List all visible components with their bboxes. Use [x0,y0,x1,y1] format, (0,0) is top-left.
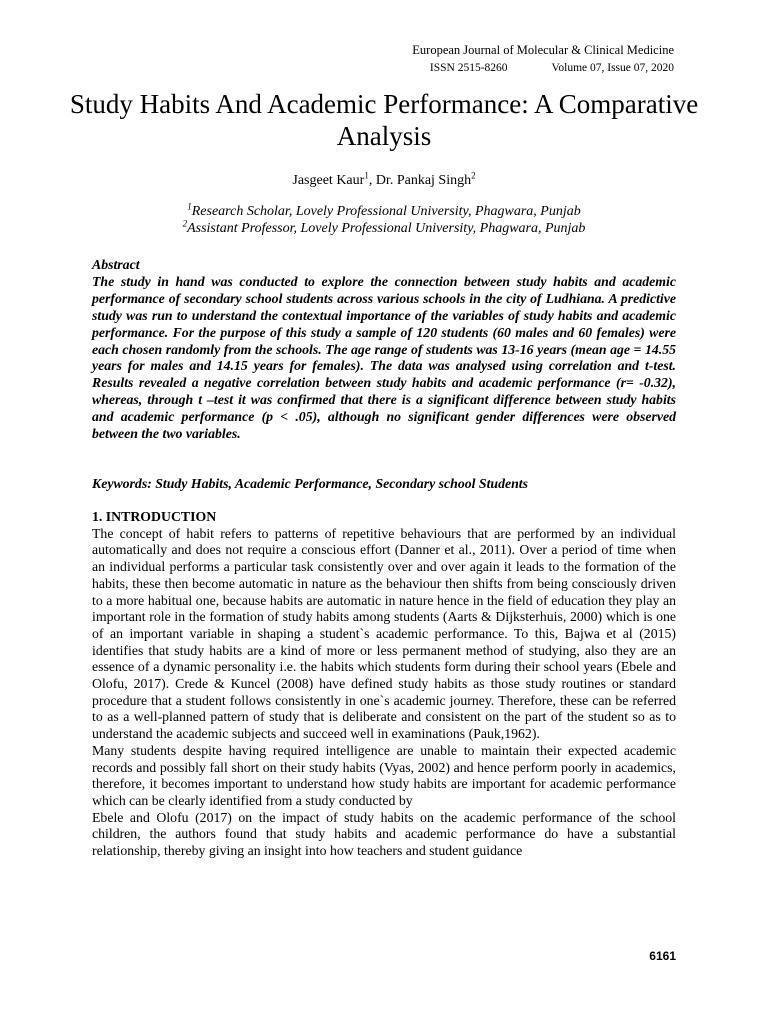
introduction-section [92,509,676,860]
abstract [92,257,676,443]
abstract-heading: Abstract [92,257,140,272]
affiliation-text: Assistant Professor, Lovely Professional University, Phagwara, Punjab [187,220,586,236]
keywords: Keywords: Study Habits, Academic Performance, Secondary school Students [92,476,529,491]
affiliation [0,201,768,221]
section-heading: 1. INTRODUCTION [92,509,217,524]
paper-title: Study Habits And Academic Performance: A Comparative Analysis [69,89,699,151]
paragraph: The concept of habit refers to patterns of repetitive behaviours that are performed by an individual automatically and does not require a conscious effort (Danner et al., 2011). Over a period of time when an individual performs a particular task consistently over and over again it leads to the formation of the habits, these then become automatic in nature as the behaviour then shifts from being consciously driven to a more habitual one, because habits are automatic in nature hence in the field of education they play an important role in the formation of study habits among students (Aarts & Dijksterhuis, 2000) which is one of an important variable in shaping a student`s academic performance. To this, Bajwa et al (2015) identifies that study habits are a kind of more or less permanent method of studying, also they are an essence of a dynamic personality i.e. the habits which students form during their school years (Ebele and Olofu, 2017). Crede & Kuncel (2008) have defined study habits as those study routines or standard procedure that a student follows consistently in one`s academic journey. Therefore, these can be referred to as a well-planned pattern of study that is deliberate and consistent on the part of the student so as to understand the academic subjects and succeed well in examinations (Pauk,1962). [92,525,676,742]
journal-header [412,41,674,77]
author-superscript: 2 [471,170,476,181]
affiliation-superscript: 2 [182,217,188,228]
journal-meta [412,59,674,77]
volume-issue: Volume 07, Issue 07, 2020 [551,62,674,74]
author-name: Jasgeet Kaur [292,173,365,188]
page-number: 6161 [649,949,676,963]
affiliation-superscript: 1 [187,201,192,212]
affiliation [0,217,768,238]
journal-name: European Journal of Molecular & Clinical Medicine [412,43,674,57]
paragraph: Ebele and Olofu (2017) on the impact of study habits on the academic performance of the school children, the authors found that study habits and academic performance do have a substantial relationship, thereby giving an insight into how teachers and student guidance [92,809,676,859]
author-name: Dr. Pankaj Singh [375,173,472,188]
affiliations [0,201,768,237]
paragraph: Many students despite having required intelligence are unable to maintain their expected academic records and possibly fall short on their study habits (Vyas, 2002) and hence perform poorly in academics, therefore, it becomes important to understand how study habits are important for academic performance which can be clearly identified from a study conducted by [92,742,676,808]
author-separator: , [368,173,376,188]
abstract-text: The study in hand was conducted to explore the connection between study habits and academic performance of secondary school students across various schools in the city of Ludhiana. A predictive study was run to understand the contextual importance of the variables of study habits and academic performance. For the purpose of this study a sample of 120 students (60 males and 60 females) were each chosen randomly from the schools. The age range of students was 13-16 years (mean age = 14.55 years for males and 14.15 years for females). The data was analysed using correlation and t-test. Results revealed a negative correlation between study habits and academic performance (r= -0.32), whereas, through t –test it was confirmed that there is a significant difference between study habits and academic performance (p < .05), although no significant gender differences were observed between the two variables. [92,273,676,442]
issn: ISSN 2515-8260 [429,62,508,74]
author-superscript: 1 [364,170,369,181]
author-line [0,172,768,190]
affiliation-text: Research Scholar, Lovely Professional University, Phagwara, Punjab [191,204,581,219]
